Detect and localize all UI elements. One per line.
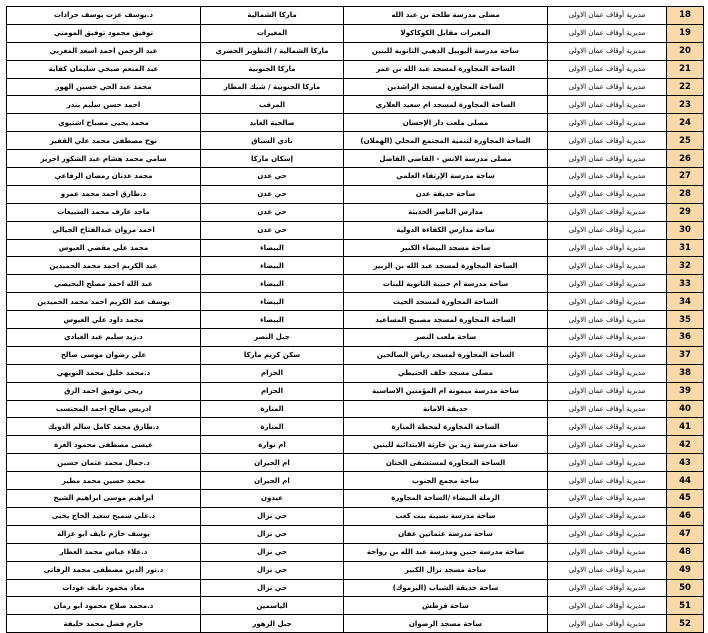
- directorate-cell[interactable]: مديرية أوقاف عمان الاولى: [548, 579, 667, 597]
- table-row: [7, 257, 704, 275]
- preacher-name-cell[interactable]: د.محمد صلاح محمود ابو رمان: [7, 597, 201, 615]
- preacher-name-cell[interactable]: احمد حسن سليم بندر: [7, 96, 201, 114]
- table-row: [7, 543, 704, 561]
- area-cell[interactable]: البيضاء: [201, 293, 344, 311]
- preacher-name-cell[interactable]: عيسى مصطفى محمود الغزة: [7, 436, 201, 454]
- row-number-cell[interactable]: 36: [667, 329, 704, 347]
- directorate-cell[interactable]: مديرية أوقاف عمان الاولى: [548, 454, 667, 472]
- directorate-cell[interactable]: مديرية أوقاف عمان الاولى: [548, 329, 667, 347]
- table-row: [7, 454, 704, 472]
- row-number-cell[interactable]: 20: [667, 42, 704, 60]
- directorate-cell[interactable]: مديرية أوقاف عمان الاولى: [548, 42, 667, 60]
- table-row: [7, 472, 704, 490]
- prayer-site-cell[interactable]: ساحة مدرسة ميمونة ام المؤمنين الاساسية: [344, 382, 548, 400]
- directorate-cell[interactable]: مديرية أوقاف عمان الاولى: [548, 400, 667, 418]
- prayer-site-cell[interactable]: الساحة المجاورة لمسجد ام سعيد العلاري: [344, 96, 548, 114]
- prayer-site-cell[interactable]: مصلى مدرسة الانس - القاضي الفاضل: [344, 150, 548, 168]
- directorate-cell[interactable]: مديرية أوقاف عمان الاولى: [548, 257, 667, 275]
- preacher-name-cell[interactable]: عبد الكريم احمد محمد الحميدين: [7, 257, 201, 275]
- area-cell[interactable]: المرقب: [201, 96, 344, 114]
- table-row: [7, 490, 704, 508]
- directorate-cell[interactable]: مديرية أوقاف عمان الاولى: [548, 24, 667, 42]
- preacher-name-cell[interactable]: د.يوسف عزت يوسف جرادات: [7, 7, 201, 25]
- row-number-cell[interactable]: 25: [667, 132, 704, 150]
- row-number-cell[interactable]: 47: [667, 525, 704, 543]
- table-row: [7, 507, 704, 525]
- prayer-site-cell[interactable]: الساحة المجاورة لمستشفى الحنان: [344, 454, 548, 472]
- prayer-site-cell[interactable]: ساحة مدرسة ام حبيبة الثانوية للبنات: [344, 275, 548, 293]
- row-number-cell[interactable]: 29: [667, 203, 704, 221]
- directorate-cell[interactable]: مديرية أوقاف عمان الاولى: [548, 436, 667, 454]
- preacher-name-cell[interactable]: ابراهيم موسى ابراهيم الشيخ: [7, 490, 201, 508]
- directorate-cell[interactable]: مديرية أوقاف عمان الاولى: [548, 7, 667, 25]
- directorate-cell[interactable]: مديرية أوقاف عمان الاولى: [548, 382, 667, 400]
- area-cell[interactable]: جبل النصر: [201, 329, 344, 347]
- preacher-name-cell[interactable]: محمد علي مفضي العيوس: [7, 239, 201, 257]
- row-number-cell[interactable]: 33: [667, 275, 704, 293]
- directorate-cell[interactable]: مديرية أوقاف عمان الاولى: [548, 561, 667, 579]
- directorate-cell[interactable]: مديرية أوقاف عمان الاولى: [548, 150, 667, 168]
- prayer-site-cell[interactable]: مصلى ملعب دار الإحسان: [344, 114, 548, 132]
- row-number-cell[interactable]: 51: [667, 597, 704, 615]
- row-number-cell[interactable]: 42: [667, 436, 704, 454]
- row-number-cell[interactable]: 24: [667, 114, 704, 132]
- table-row: [7, 7, 704, 25]
- row-number-cell[interactable]: 39: [667, 382, 704, 400]
- area-cell[interactable]: سكن كريم ماركا: [201, 346, 344, 364]
- table-row: [7, 561, 704, 579]
- directorate-cell[interactable]: مديرية أوقاف عمان الاولى: [548, 507, 667, 525]
- preacher-name-cell[interactable]: محمد حسين محمد مطير: [7, 472, 201, 490]
- table-row: [7, 311, 704, 329]
- table-row: [7, 293, 704, 311]
- directorate-cell[interactable]: مديرية أوقاف عمان الاولى: [548, 203, 667, 221]
- area-cell[interactable]: المغيرات: [201, 24, 344, 42]
- area-cell[interactable]: البيضاء: [201, 257, 344, 275]
- table-row: [7, 60, 704, 78]
- area-cell[interactable]: نادي السباق: [201, 132, 344, 150]
- area-cell[interactable]: المنارة: [201, 418, 344, 436]
- preacher-name-cell[interactable]: د.نور الدين مصطفى محمد الرفاتي: [7, 561, 201, 579]
- prayer-site-cell[interactable]: ساحة مجمع الجنوب: [344, 472, 548, 490]
- preacher-name-cell[interactable]: ماجد عارف محمد السبيعات: [7, 203, 201, 221]
- preacher-name-cell[interactable]: د.محمد خليل محمد النويهي: [7, 364, 201, 382]
- prayer-site-cell[interactable]: المغيرات مقابل الكوكاكولا: [344, 24, 548, 42]
- prayer-site-cell[interactable]: ساحة مدرسة اليوبيل الذهبي الثانوية للبنين: [344, 42, 548, 60]
- table-body: [7, 7, 704, 633]
- area-cell[interactable]: ام الحيران: [201, 454, 344, 472]
- row-number-cell[interactable]: 40: [667, 400, 704, 418]
- directorate-cell[interactable]: مديرية أوقاف عمان الاولى: [548, 490, 667, 508]
- table-row: [7, 382, 704, 400]
- row-number-cell[interactable]: 41: [667, 418, 704, 436]
- directorate-cell[interactable]: مديرية أوقاف عمان الاولى: [548, 293, 667, 311]
- area-cell[interactable]: البيضاء: [201, 275, 344, 293]
- preacher-name-cell[interactable]: احمد مروان عبدالفتاح الجيالي: [7, 221, 201, 239]
- directorate-cell[interactable]: مديرية أوقاف عمان الاولى: [548, 615, 667, 633]
- table-row: [7, 239, 704, 257]
- table-row: [7, 525, 704, 543]
- table-row: [7, 24, 704, 42]
- directorate-cell[interactable]: مديرية أوقاف عمان الاولى: [548, 114, 667, 132]
- directorate-cell[interactable]: مديرية أوقاف عمان الاولى: [548, 78, 667, 96]
- preacher-name-cell[interactable]: نوح مصطفى محمد علي القفير: [7, 132, 201, 150]
- directorate-cell[interactable]: مديرية أوقاف عمان الاولى: [548, 275, 667, 293]
- table-row: [7, 418, 704, 436]
- area-cell[interactable]: حي عدن: [201, 221, 344, 239]
- directorate-cell[interactable]: مديرية أوقاف عمان الاولى: [548, 525, 667, 543]
- preacher-name-cell[interactable]: معاذ محمود نايف عودات: [7, 579, 201, 597]
- row-number-cell[interactable]: 34: [667, 293, 704, 311]
- row-number-cell[interactable]: 18: [667, 7, 704, 25]
- preacher-name-cell[interactable]: عبد الله احمد مصلح البحيصي: [7, 275, 201, 293]
- area-cell[interactable]: إسكان ماركا: [201, 150, 344, 168]
- prayer-site-cell[interactable]: ساحة مسجد نزال الكبير: [344, 561, 548, 579]
- area-cell[interactable]: الياسمين: [201, 597, 344, 615]
- row-number-cell[interactable]: 21: [667, 60, 704, 78]
- area-cell[interactable]: الحزام: [201, 364, 344, 382]
- prayer-site-cell[interactable]: ساحة قرطش: [344, 597, 548, 615]
- table-row: [7, 150, 704, 168]
- table-row: [7, 597, 704, 615]
- row-number-cell[interactable]: 48: [667, 543, 704, 561]
- preacher-name-cell[interactable]: علي رضوان موسى صالح: [7, 346, 201, 364]
- area-cell[interactable]: حي نزال: [201, 507, 344, 525]
- table-row: [7, 329, 704, 347]
- table-row: [7, 114, 704, 132]
- area-cell[interactable]: ام نوارة: [201, 436, 344, 454]
- preacher-name-cell[interactable]: محمد داود علي العيوس: [7, 311, 201, 329]
- area-cell[interactable]: حي عدن: [201, 185, 344, 203]
- area-cell[interactable]: ماركا الجنوبية / شيك المطار: [201, 78, 344, 96]
- row-number-cell[interactable]: 28: [667, 185, 704, 203]
- directorate-cell[interactable]: مديرية أوقاف عمان الاولى: [548, 543, 667, 561]
- preacher-name-cell[interactable]: د.طارق محمد كامل سالم الدويك: [7, 418, 201, 436]
- table-row: [7, 221, 704, 239]
- row-number-cell[interactable]: 38: [667, 364, 704, 382]
- directorate-cell[interactable]: مديرية أوقاف عمان الاولى: [548, 60, 667, 78]
- preacher-name-cell[interactable]: ادريس صالح احمد المحتسب: [7, 400, 201, 418]
- directorate-cell[interactable]: مديرية أوقاف عمان الاولى: [548, 597, 667, 615]
- area-cell[interactable]: ماركا الشمالية: [201, 7, 344, 25]
- preacher-name-cell[interactable]: د.جمال محمد عثمان حسين: [7, 454, 201, 472]
- table-row: [7, 615, 704, 633]
- table-row: [7, 78, 704, 96]
- area-cell[interactable]: البيضاء: [201, 311, 344, 329]
- prayer-site-cell[interactable]: الساحة المجاورة لمسجد الراشدين: [344, 78, 548, 96]
- prayer-site-cell[interactable]: ساحة مدرسة حنين ومدرسة عبد الله بن رواحة: [344, 543, 548, 561]
- row-number-cell[interactable]: 32: [667, 257, 704, 275]
- prayer-sites-table: [6, 6, 704, 633]
- table-row: [7, 185, 704, 203]
- prayer-site-cell[interactable]: ساحة مسجد الرضوان: [344, 615, 548, 633]
- directorate-cell[interactable]: مديرية أوقاف عمان الاولى: [548, 221, 667, 239]
- row-number-cell[interactable]: 23: [667, 96, 704, 114]
- directorate-cell[interactable]: مديرية أوقاف عمان الاولى: [548, 418, 667, 436]
- area-cell[interactable]: الحزام: [201, 382, 344, 400]
- row-number-cell[interactable]: 26: [667, 150, 704, 168]
- spreadsheet: [6, 6, 703, 633]
- prayer-site-cell[interactable]: ساحة حديقة الشباب (اليرموك): [344, 579, 548, 597]
- prayer-site-cell[interactable]: ساحة حديقة عدن: [344, 185, 548, 203]
- row-number-cell[interactable]: 27: [667, 168, 704, 186]
- directorate-cell[interactable]: مديرية أوقاف عمان الاولى: [548, 346, 667, 364]
- table-row: [7, 275, 704, 293]
- preacher-name-cell[interactable]: د.علي سميح سعيد الحاج يحيى: [7, 507, 201, 525]
- directorate-cell[interactable]: مديرية أوقاف عمان الاولى: [548, 311, 667, 329]
- row-number-cell[interactable]: 19: [667, 24, 704, 42]
- area-cell[interactable]: عيدون: [201, 490, 344, 508]
- area-cell[interactable]: حي عدن: [201, 168, 344, 186]
- preacher-name-cell[interactable]: د.زيد سليم عبد العبادي: [7, 329, 201, 347]
- area-cell[interactable]: حي نزال: [201, 525, 344, 543]
- preacher-name-cell[interactable]: عبد الرحمن احمد اسعد المغربي: [7, 42, 201, 60]
- preacher-name-cell[interactable]: محمد يحيى مصباح اشتيوي: [7, 114, 201, 132]
- prayer-site-cell[interactable]: الساحة المجاورة لمسجد الحيت: [344, 293, 548, 311]
- row-number-cell[interactable]: 22: [667, 78, 704, 96]
- table-row: [7, 436, 704, 454]
- preacher-name-cell[interactable]: توفيق محمود توفيق المومني: [7, 24, 201, 42]
- table-row: [7, 42, 704, 60]
- area-cell[interactable]: جبل الزهور: [201, 615, 344, 633]
- table-row: [7, 168, 704, 186]
- row-number-cell[interactable]: 30: [667, 221, 704, 239]
- directorate-cell[interactable]: مديرية أوقاف عمان الاولى: [548, 364, 667, 382]
- table-row: [7, 203, 704, 221]
- area-cell[interactable]: المنارة: [201, 400, 344, 418]
- prayer-site-cell[interactable]: الساحة المجاورة لمسجد عبد الله بن عمر: [344, 60, 548, 78]
- area-cell[interactable]: حي عدن: [201, 203, 344, 221]
- directorate-cell[interactable]: مديرية أوقاف عمان الاولى: [548, 168, 667, 186]
- preacher-name-cell[interactable]: يوسف حازم نايف ابو غزالة: [7, 525, 201, 543]
- prayer-site-cell[interactable]: ساحة مدرسة عثمانين عفان: [344, 525, 548, 543]
- preacher-name-cell[interactable]: محمد عدنان رمضان الرفاعي: [7, 168, 201, 186]
- prayer-site-cell[interactable]: ساحة مدرسة نسيبة بنت كعب: [344, 507, 548, 525]
- preacher-name-cell[interactable]: عبد المنعم صبحي سليمان كفاية: [7, 60, 201, 78]
- directorate-cell[interactable]: مديرية أوقاف عمان الاولى: [548, 132, 667, 150]
- preacher-name-cell[interactable]: ربحي توفيق احمد الزق: [7, 382, 201, 400]
- preacher-name-cell[interactable]: د.طارق احمد محمد عمرو: [7, 185, 201, 203]
- row-number-cell[interactable]: 50: [667, 579, 704, 597]
- prayer-site-cell[interactable]: الساحة المجاورة لتنمية المجتمع المحلي (الهملان): [344, 132, 548, 150]
- row-number-cell[interactable]: 43: [667, 454, 704, 472]
- row-number-cell[interactable]: 35: [667, 311, 704, 329]
- directorate-cell[interactable]: مديرية أوقاف عمان الاولى: [548, 96, 667, 114]
- prayer-site-cell[interactable]: الساحة المجاورة لمحطة المنارة: [344, 418, 548, 436]
- prayer-site-cell[interactable]: مدارس الناصر الحديثة: [344, 203, 548, 221]
- row-number-cell[interactable]: 44: [667, 472, 704, 490]
- prayer-site-cell[interactable]: الساحة المجاورة لمسجد عبد الله بن الزبير: [344, 257, 548, 275]
- row-number-cell[interactable]: 46: [667, 507, 704, 525]
- prayer-site-cell[interactable]: مصلى مدرسة طلحة بن عبد الله: [344, 7, 548, 25]
- table-row: [7, 364, 704, 382]
- prayer-site-cell[interactable]: حديقة الامانة: [344, 400, 548, 418]
- preacher-name-cell[interactable]: سامي محمد هشام عبد الشكور احريز: [7, 150, 201, 168]
- prayer-site-cell[interactable]: ساحة ملعب النصر: [344, 329, 548, 347]
- area-cell[interactable]: ام الحيران: [201, 472, 344, 490]
- prayer-site-cell[interactable]: الساحة المجاورة لمسجد رياض الصالحين: [344, 346, 548, 364]
- area-cell[interactable]: ماركا الجنوبية: [201, 60, 344, 78]
- directorate-cell[interactable]: مديرية أوقاف عمان الاولى: [548, 472, 667, 490]
- preacher-name-cell[interactable]: د.علاء عباس محمد العطار: [7, 543, 201, 561]
- prayer-site-cell[interactable]: ساحة مسجد البيضاء الكبير: [344, 239, 548, 257]
- preacher-name-cell[interactable]: يوسف عبد الكريم احمد محمد الحميدين: [7, 293, 201, 311]
- table-row: [7, 132, 704, 150]
- area-cell[interactable]: حي نزال: [201, 543, 344, 561]
- preacher-name-cell[interactable]: حازم فضل محمد خليفة: [7, 615, 201, 633]
- row-number-cell[interactable]: 37: [667, 346, 704, 364]
- table-row: [7, 96, 704, 114]
- table-row: [7, 400, 704, 418]
- area-cell[interactable]: حي نزال: [201, 561, 344, 579]
- area-cell[interactable]: صالحية العابد: [201, 114, 344, 132]
- table-row: [7, 346, 704, 364]
- area-cell[interactable]: حي نزال: [201, 579, 344, 597]
- row-number-cell[interactable]: 49: [667, 561, 704, 579]
- prayer-site-cell[interactable]: ساحة مدرسة الإرتقاء العلمي: [344, 168, 548, 186]
- directorate-cell[interactable]: مديرية أوقاف عمان الاولى: [548, 185, 667, 203]
- prayer-site-cell[interactable]: الساحة المجاورة لمسجد مصبيح المساعيد: [344, 311, 548, 329]
- row-number-cell[interactable]: 45: [667, 490, 704, 508]
- area-cell[interactable]: البيضاء: [201, 239, 344, 257]
- directorate-cell[interactable]: مديرية أوقاف عمان الاولى: [548, 239, 667, 257]
- prayer-site-cell[interactable]: مصلى مسجد خلف الحنيطي: [344, 364, 548, 382]
- area-cell[interactable]: ماركا الشمالية / التطوير الحضري: [201, 42, 344, 60]
- row-number-cell[interactable]: 52: [667, 615, 704, 633]
- row-number-cell[interactable]: 31: [667, 239, 704, 257]
- prayer-site-cell[interactable]: ساحة مدرسة زيد بن حارثة الابتدائية للبنين: [344, 436, 548, 454]
- preacher-name-cell[interactable]: محمد عبد الحي حسين الهور: [7, 78, 201, 96]
- table-row: [7, 579, 704, 597]
- prayer-site-cell[interactable]: الرملة البيضاء /الساحة المجاورة: [344, 490, 548, 508]
- prayer-site-cell[interactable]: ساحة مدارس الكفاءة الدولية: [344, 221, 548, 239]
